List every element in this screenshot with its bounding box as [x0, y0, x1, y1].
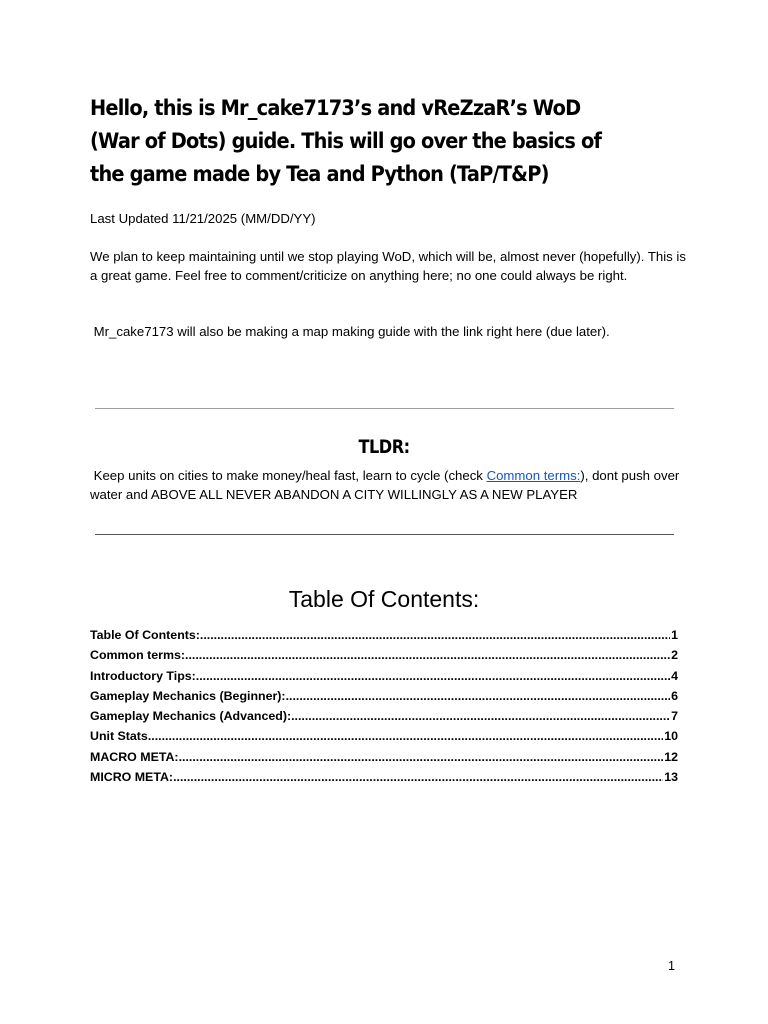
page-number: 1 — [668, 959, 675, 973]
toc-entry[interactable]: Introductory Tips: ..... 4 — [90, 669, 678, 689]
toc-entry[interactable]: Gameplay Mechanics (Advanced): ..... 7 — [90, 709, 678, 729]
last-updated: Last Updated 11/21/2025 (MM/DD/YY) — [90, 211, 316, 226]
toc-entry[interactable]: Table Of Contents: ..... 1 — [90, 628, 678, 648]
toc-entry[interactable]: MICRO META: ..... 13 — [90, 770, 678, 790]
toc-heading: Table Of Contents: — [288, 586, 480, 612]
table-of-contents — [90, 628, 678, 790]
tldr-text: Keep units on cities to make money/heal fast, learn to cycle (check Common terms:), dont push over water and ABOVE ALL NEVER ABANDON A CITY WILLINGLY AS A NEW PLAYER — [90, 468, 680, 502]
toc-entry[interactable]: MACRO META: ..... 12 — [90, 750, 678, 770]
toc-entry[interactable]: Common terms: ..... 2 — [90, 648, 678, 668]
toc-entry[interactable]: Gameplay Mechanics (Beginner): ..... 6 — [90, 689, 678, 709]
tldr-heading: TLDR: — [358, 436, 410, 458]
common-terms-link[interactable]: Common terms: — [486, 468, 581, 483]
divider-bottom — [95, 534, 674, 535]
document-title: Hello, this is Mr_cake7173’s and vReZzaR’s WoD (War of Dots) guide. This will go over the basics of the game made by Tea and Python (TaP/T&P) — [90, 96, 602, 187]
map-guide-note: Mr_cake7173 will also be making a map making guide with the link right here (due later). — [90, 324, 610, 339]
intro-paragraph: We plan to keep maintaining until we stop playing WoD, which will be, almost never (hopefully). This is a great game. Feel free to comment/criticize on anything here; no one could always be right. — [90, 249, 686, 283]
toc-entry[interactable]: Unit Stats ..... 10 — [90, 729, 678, 749]
divider-top — [95, 408, 674, 409]
